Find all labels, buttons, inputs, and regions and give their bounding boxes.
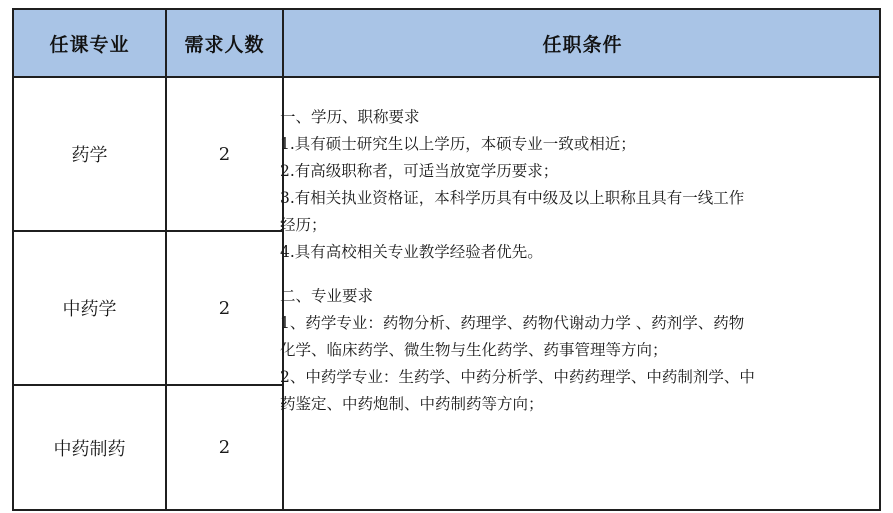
header-major: 任课专业 <box>49 33 130 56</box>
condition-item-continued: 经历； <box>280 216 327 234</box>
major-requirement: 2、中药学专业：生药学、中药分析学、中药药理学、中药制剂学、中 <box>280 368 755 386</box>
conditions-text <box>280 104 866 418</box>
condition-item: 3.有相关执业资格证，本科学历具有中级及以上职称且具有一线工作 <box>280 189 745 207</box>
major-requirement: 1、药学专业：药物分析、药理学、药物代谢动力学 、药剂学、药物 <box>280 314 745 332</box>
row-count-cell: 2 <box>218 437 231 458</box>
major-requirement-continued: 药鉴定、中药炮制、中药制药等方向； <box>280 395 544 413</box>
condition-item: 2.有高级职称者，可适当放宽学历要求； <box>280 162 559 180</box>
condition-item: 1.具有硕士研究生以上学历，本硕专业一致或相近； <box>280 135 636 153</box>
section-title-major: 二、专业要求 <box>280 287 374 305</box>
row-major-cell: 中药制药 <box>53 438 126 460</box>
condition-item: 4.具有高校相关专业教学经验者优先。 <box>280 243 543 261</box>
row-count-cell: 2 <box>218 297 231 319</box>
header-conditions: 任职条件 <box>542 33 623 56</box>
row-major-cell: 药学 <box>71 145 108 166</box>
major-requirement-continued: 化学、临床药学、微生物与生化药学、药事管理等方向； <box>280 341 668 359</box>
row-count-cell: 2 <box>218 143 231 165</box>
table-header <box>14 10 879 78</box>
header-count: 需求人数 <box>184 33 265 56</box>
row-major-cell: 中药学 <box>62 299 117 320</box>
section-title-education: 一、学历、职称要求 <box>280 108 420 126</box>
